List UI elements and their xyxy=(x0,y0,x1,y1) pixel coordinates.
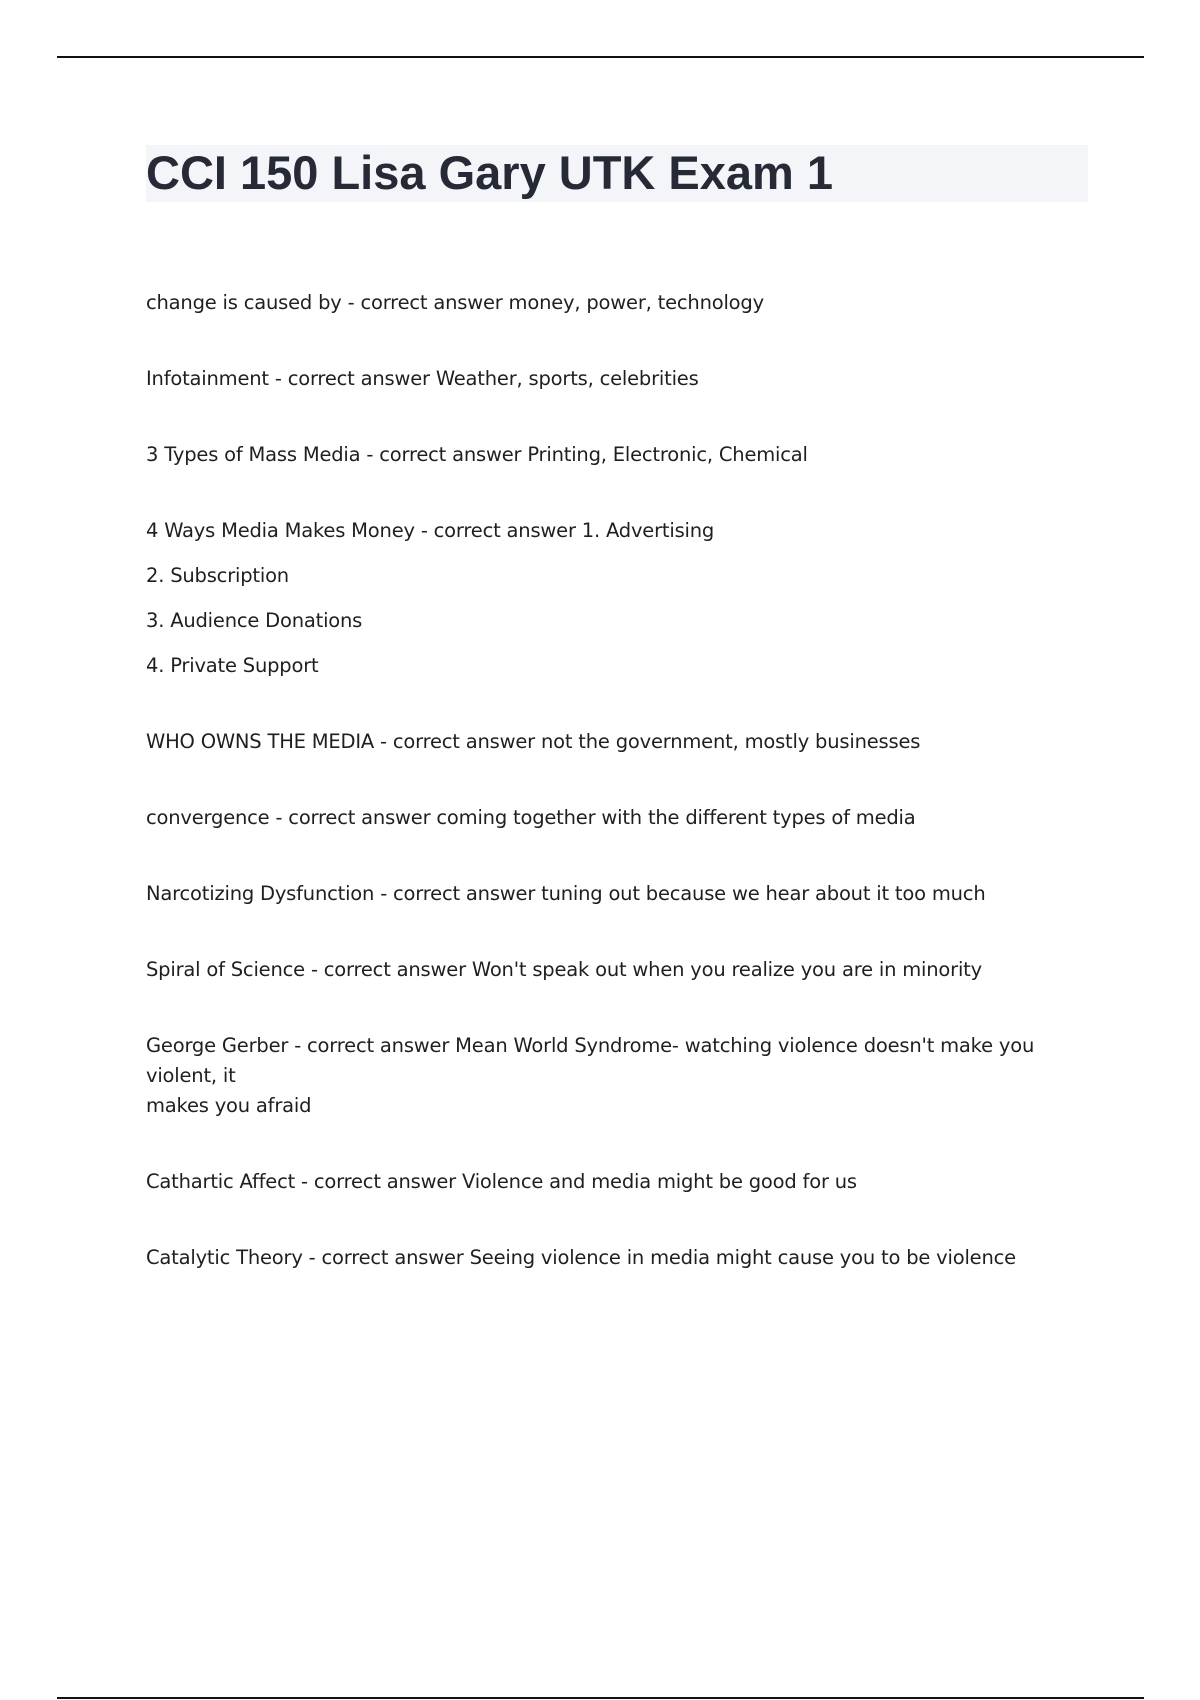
qa-entry xyxy=(146,1167,1086,1197)
qa-entry xyxy=(146,1031,1086,1121)
qa-entry xyxy=(146,879,1086,909)
qa-text: 3 Types of Mass Media - correct answer Printing, Electronic, Chemical xyxy=(146,443,808,466)
qa-entry xyxy=(146,364,1086,394)
qa-entry xyxy=(146,516,1086,681)
qa-entry xyxy=(146,1243,1086,1273)
bottom-divider xyxy=(57,1697,1144,1699)
qa-text: George Gerber - correct answer Mean World Syndrome- watching violence doesn't make you violent, it xyxy=(146,1034,1035,1087)
qa-text-continued: makes you afraid xyxy=(146,1094,312,1117)
page-title: CCI 150 Lisa Gary UTK Exam 1 xyxy=(146,146,834,199)
qa-list-item: 3. Audience Donations xyxy=(146,609,363,632)
qa-text: Spiral of Science - correct answer Won't speak out when you realize you are in minority xyxy=(146,958,982,981)
qa-text: Catalytic Theory - correct answer Seeing violence in media might cause you to be violence xyxy=(146,1246,1016,1269)
qa-text: Infotainment - correct answer Weather, sports, celebrities xyxy=(146,367,699,390)
qa-list xyxy=(146,288,1086,1319)
qa-text: convergence - correct answer coming together with the different types of media xyxy=(146,806,916,829)
qa-list-item: 4. Private Support xyxy=(146,654,319,677)
qa-entry xyxy=(146,727,1086,757)
top-divider xyxy=(57,56,1144,58)
qa-text: Narcotizing Dysfunction - correct answer tuning out because we hear about it too much xyxy=(146,882,986,905)
qa-text: Cathartic Affect - correct answer Violence and media might be good for us xyxy=(146,1170,857,1193)
qa-text: WHO OWNS THE MEDIA - correct answer not the government, mostly businesses xyxy=(146,730,921,753)
qa-entry xyxy=(146,955,1086,985)
qa-entry xyxy=(146,803,1086,833)
qa-text: change is caused by - correct answer money, power, technology xyxy=(146,291,764,314)
qa-entry xyxy=(146,440,1086,470)
qa-list-item: 2. Subscription xyxy=(146,564,289,587)
qa-text: 4 Ways Media Makes Money - correct answer 1. Advertising xyxy=(146,519,715,542)
qa-entry xyxy=(146,288,1086,318)
